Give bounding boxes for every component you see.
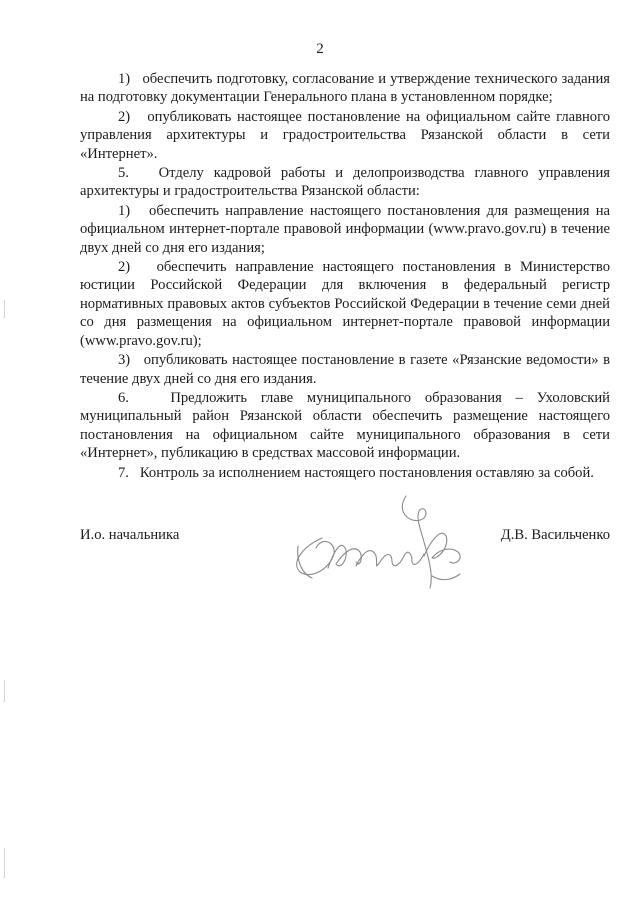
scan-edge-mark — [4, 300, 5, 318]
paragraph-item-2: 2) обеспечить направление настоящего постановления в Министерство юстиции Российской Федерации для включения в федеральный регистр нормативных правовых актов субъектов Российской Федерации в течение семи дней со дня размещения на официальном интернет-портале правовой информации (www.pravo.gov.ru); — [80, 259, 610, 349]
handwritten-signature — [282, 476, 482, 616]
scan-edge-mark — [4, 680, 5, 702]
signatory-name: Д.В. Васильченко — [500, 527, 610, 543]
paragraph-clause-7: 7. Контроль за исполнением настоящего постановления оставляю за собой. — [118, 464, 594, 481]
page-number: 2 — [316, 41, 324, 57]
scan-edge-mark — [4, 848, 5, 878]
signature-block — [80, 526, 610, 546]
paragraph-clause-6: 6. Предложить главе муниципального образования – Ухоловский муниципальный район Рязанской области обеспечить размещение настоящего постановления на официальном сайте муниципального образования в сети «Интернет», публикацию в средствах массовой информации. — [80, 389, 610, 462]
document-body — [80, 70, 610, 483]
paragraph-clause-5: 5. Отделу кадровой работы и делопроизводства главного управления архитектуры и градостроительства Рязанской области: — [80, 165, 610, 200]
paragraph-item-1: 1) обеспечить направление настоящего постановления для размещения на официальном интернет-портале правовой информации (www.pravo.gov.ru) в течение двух дней со дня его издания; — [80, 202, 610, 256]
paragraph-item-2: 2) опубликовать настоящее постановление на официальном сайте главного управления архитектуры и градостроительства Рязанской области в сети «Интернет». — [80, 108, 610, 162]
paragraph-item-1: 1) обеспечить подготовку, согласование и утверждение технического задания на подготовку документации Генерального плана в установленном порядке; — [80, 71, 610, 106]
signatory-position: И.о. начальника — [80, 527, 180, 543]
paragraph-item-3: 3) опубликовать настоящее постановление в газете «Рязанские ведомости» в течение двух дней со дня его издания. — [80, 352, 610, 387]
